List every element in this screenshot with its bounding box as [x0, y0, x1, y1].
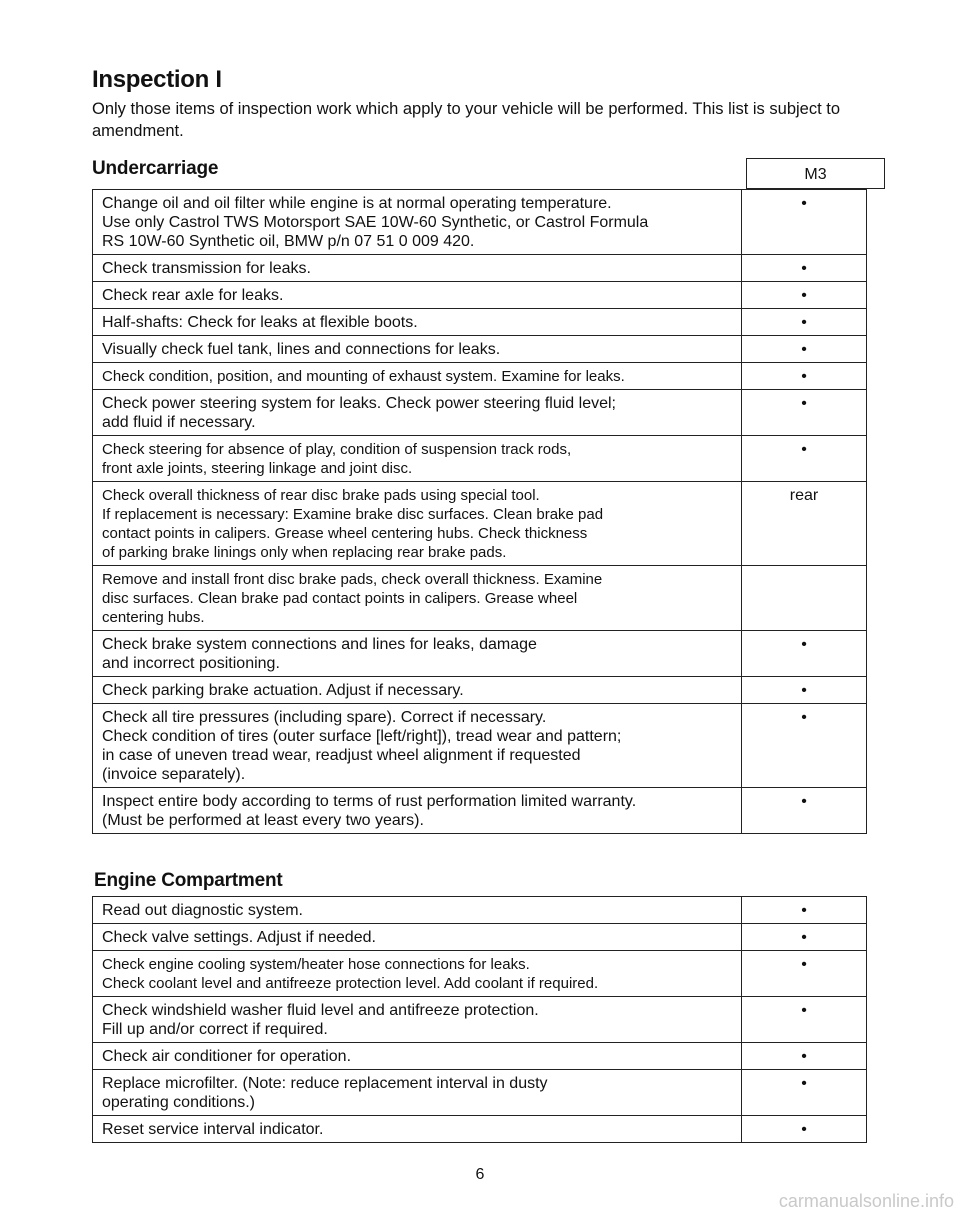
task-mark: • [742, 390, 867, 436]
task-mark: • [742, 1116, 867, 1143]
task-mark: • [742, 1070, 867, 1116]
task-description: Read out diagnostic system. [93, 897, 742, 924]
task-description: Check engine cooling system/heater hose connections for leaks. Check coolant level and antifreeze protection level. Add coolant if required. [93, 951, 742, 997]
task-mark: • [742, 190, 867, 255]
column-header-m3: M3 [746, 158, 885, 189]
table-row [93, 309, 867, 336]
task-description: Check air conditioner for operation. [93, 1043, 742, 1070]
task-description: Check steering for absence of play, condition of suspension track rods, front axle joints, steering linkage and joint disc. [93, 436, 742, 482]
task-description: Remove and install front disc brake pads, check overall thickness. Examine disc surfaces. Clean brake pad contact points in calipers. Grease wheel centering hubs. [93, 566, 742, 631]
task-description: Replace microfilter. (Note: reduce replacement interval in dusty operating conditions.) [93, 1070, 742, 1116]
table-row [93, 566, 867, 631]
task-mark: • [742, 282, 867, 309]
page-number: 6 [475, 1166, 485, 1183]
task-mark: • [742, 631, 867, 677]
section-heading-undercarriage: Undercarriage [92, 158, 219, 179]
table-row [93, 997, 867, 1043]
table-row [93, 1043, 867, 1070]
task-description: Check condition, position, and mounting of exhaust system. Examine for leaks. [93, 363, 742, 390]
task-description: Check transmission for leaks. [93, 255, 742, 282]
task-description: Half-shafts: Check for leaks at flexible boots. [93, 309, 742, 336]
task-mark: • [742, 255, 867, 282]
watermark: carmanualsonline.info [778, 1191, 954, 1211]
task-mark: • [742, 1043, 867, 1070]
task-mark: • [742, 924, 867, 951]
task-description: Reset service interval indicator. [93, 1116, 742, 1143]
task-description: Check brake system connections and lines for leaks, damage and incorrect positioning. [93, 631, 742, 677]
section-heading-engine-compartment: Engine Compartment [94, 870, 283, 891]
table-row [93, 788, 867, 834]
task-mark: • [742, 677, 867, 704]
task-mark: • [742, 704, 867, 788]
table-row [93, 390, 867, 436]
task-mark: • [742, 436, 867, 482]
intro-text: Only those items of inspection work which apply to your vehicle will be performed. This list is subject to amendment. [92, 100, 841, 140]
task-mark: • [742, 336, 867, 363]
table-row [93, 897, 867, 924]
engine-compartment-table [92, 896, 867, 1143]
task-description: Check rear axle for leaks. [93, 282, 742, 309]
table-row [93, 190, 867, 255]
table-row [93, 282, 867, 309]
table-row [93, 1070, 867, 1116]
task-description: Check windshield washer fluid level and antifreeze protection. Fill up and/or correct if required. [93, 997, 742, 1043]
table-row [93, 924, 867, 951]
task-mark: • [742, 997, 867, 1043]
page-title: Inspection I [92, 66, 222, 93]
task-mark: • [742, 363, 867, 390]
table-row [93, 363, 867, 390]
task-description: Change oil and oil filter while engine is at normal operating temperature. Use only Castrol TWS Motorsport SAE 10W-60 Synthetic, or Castrol Formula RS 10W-60 Synthetic oil, BMW p/n 07 51 0 009 420. [93, 190, 742, 255]
task-description: Check all tire pressures (including spare). Correct if necessary. Check condition of tires (outer surface [left/right]), tread wear and pattern; in case of uneven tread wear, readjust wheel alignment if requested (invoice separately). [93, 704, 742, 788]
task-description: Inspect entire body according to terms of rust performation limited warranty. (Must be performed at least every two years). [93, 788, 742, 834]
undercarriage-table [92, 189, 867, 834]
task-mark: rear [742, 482, 867, 566]
task-description: Visually check fuel tank, lines and connections for leaks. [93, 336, 742, 363]
table-row [93, 436, 867, 482]
task-mark: • [742, 788, 867, 834]
task-description: Check power steering system for leaks. Check power steering fluid level; add fluid if necessary. [93, 390, 742, 436]
task-mark: • [742, 309, 867, 336]
task-mark [742, 566, 867, 631]
table-row [93, 1116, 867, 1143]
table-row [93, 631, 867, 677]
table-row [93, 336, 867, 363]
table-row [93, 951, 867, 997]
task-description: Check valve settings. Adjust if needed. [93, 924, 742, 951]
table-row [93, 704, 867, 788]
table-row [93, 677, 867, 704]
task-mark: • [742, 897, 867, 924]
table-row [93, 255, 867, 282]
table-row [93, 482, 867, 566]
task-mark: • [742, 951, 867, 997]
task-description: Check overall thickness of rear disc brake pads using special tool. If replacement is necessary: Examine brake disc surfaces. Clean brake pad contact points in calipers. Grease wheel centering hubs. Check thickness of parking brake linings only when replacing rear brake pads. [93, 482, 742, 566]
task-description: Check parking brake actuation. Adjust if necessary. [93, 677, 742, 704]
